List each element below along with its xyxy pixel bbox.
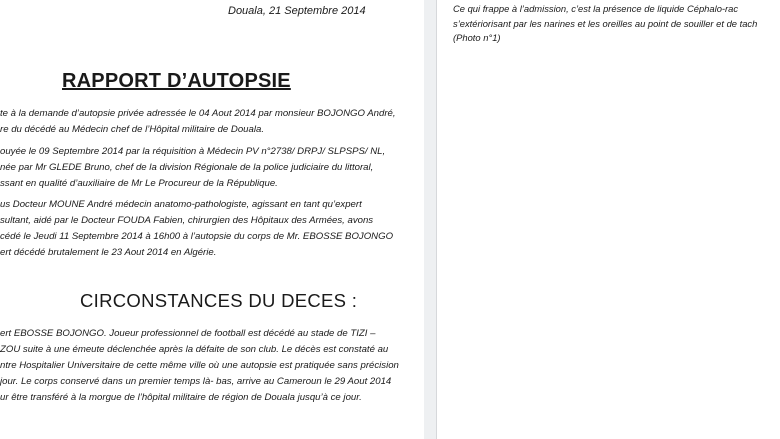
paragraph-request [0, 106, 416, 138]
report-title: RAPPORT D’AUTOPSIE [62, 70, 291, 92]
text-line: cédé le Jeudi 11 Septembre 2014 à 16h00 à l’autopsie du corps de Mr. EBOSSE BOJONGO [0, 231, 394, 242]
text-line: ZOU suite à une émeute déclenchée après la défaite de son club. Le décès est constaté au [0, 344, 389, 355]
paragraph-circumstances [0, 326, 416, 406]
text-line: te à la demande d’autopsie privée adressée le 04 Aout 2014 par monsieur BOJONGO André, [0, 108, 396, 119]
report-date: Douala, 21 Septembre 2014 [228, 5, 366, 17]
text-line: sultant, aidé par le Docteur FOUDA Fabien, chirurgien des Hôpitaux des Armées, avons [0, 215, 374, 226]
text-line: s’extériorisant par les narines et les oreilles au point de souiller et de tach [453, 17, 758, 29]
text-line: Ce qui frappe à l’admission, c’est la présence de liquide Céphalo-rac [453, 3, 739, 14]
text-line: ert EBOSSE BOJONGO. Joueur professionnel de football est décédé au stade de TIZI – [0, 328, 376, 339]
section-heading-circumstances: CIRCONSTANCES DU DECES : [80, 290, 358, 311]
paragraph-requisition [0, 144, 416, 192]
paragraph-experts [0, 197, 416, 261]
text-line: us Docteur MOUNE André médecin anatomo-pathologiste, agissant en tant qu’expert [0, 199, 362, 210]
text-line: ntre Hospitalier Universitaire de cette même ville où une autopsie est pratiquée sans précision [0, 360, 399, 371]
text-line: ert décédé brutalement le 23 Aout 2014 en Algérie. [0, 247, 217, 258]
text-line: (Photo n°1) [453, 32, 501, 43]
text-line: ur être transféré à la morgue de l’hôpital militaire de région de Douala jusqu’à ce jour. [0, 392, 362, 403]
text-line: re du décédé au Médecin chef de l’Hôpital militaire de Douala. [0, 124, 264, 135]
document-page-right [436, 0, 780, 439]
paragraph-admission [453, 2, 780, 46]
text-line: jour. Le corps conservé dans un premier temps là- bas, arrive au Cameroun le 29 Aout 2014 [0, 376, 392, 387]
text-line: née par Mr GLEDE Bruno, chef de la division Régionale de la police judiciaire du littoral, [0, 162, 374, 173]
text-line: ouyée le 09 Septembre 2014 par la réquisition à Médecin PV n°2738/ DRPJ/ SLPSPS/ NL, [0, 146, 386, 157]
text-line: ssant en qualité d’auxiliaire de Mr Le Procureur de la République. [0, 178, 278, 189]
